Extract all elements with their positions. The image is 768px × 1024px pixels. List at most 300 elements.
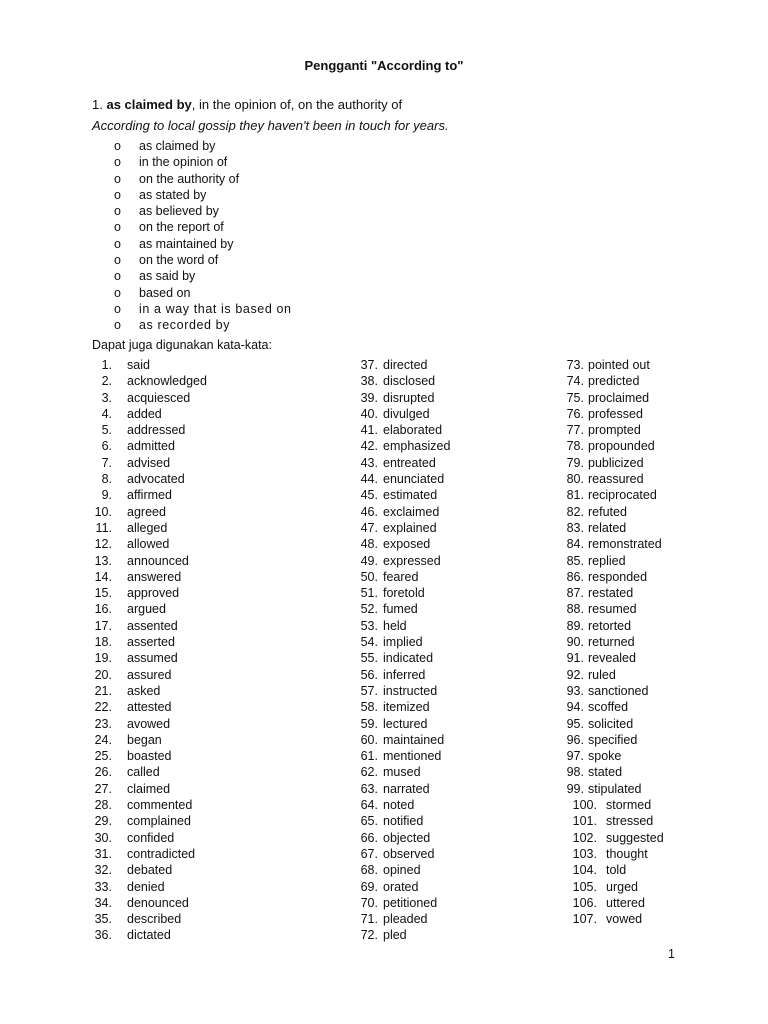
word-item [94,569,207,585]
word-number: 11. [95,520,112,535]
word-text: responded [588,569,648,584]
word-number: 24. [94,732,112,747]
word-number: 22. [94,700,112,715]
word-number: 75. [566,390,584,405]
word-number: 27. [94,781,112,796]
word-item [564,585,664,601]
word-number: 46. [360,504,378,519]
word-number: 67. [360,846,378,861]
word-item [358,553,450,569]
word-number: 53. [360,618,378,633]
word-number: 84. [566,537,584,552]
word-number: 7. [101,455,112,470]
word-number: 50. [360,569,378,584]
word-item [358,911,450,927]
word-column-3 [564,357,664,927]
word-item [564,536,664,552]
word-item [358,373,450,389]
word-text: allowed [127,537,170,552]
word-number: 20. [94,667,112,682]
word-number: 43. [360,455,378,470]
word-number: 9. [101,488,112,503]
word-text: uttered [606,895,645,910]
word-number: 85. [566,553,584,568]
word-number: 41. [360,423,378,438]
word-text: feared [383,569,419,584]
word-text: petitioned [383,895,438,910]
word-item [564,813,664,829]
word-number: 94. [566,700,584,715]
section-heading [92,97,402,112]
bullet-item [114,317,292,333]
bullet-item [114,187,292,203]
word-number: 12. [94,537,112,552]
word-item [564,520,664,536]
word-number: 89. [566,618,584,633]
word-item [94,536,207,552]
word-item [94,895,207,911]
word-item [358,569,450,585]
word-item [94,830,207,846]
word-number: 105. [572,879,597,894]
word-number: 98. [566,765,584,780]
word-item [358,846,450,862]
bullet-marker: o [114,301,122,316]
word-number: 14. [94,569,112,584]
word-number: 73. [566,358,584,372]
bullet-marker: o [114,220,121,235]
heading-bold: as claimed by [106,97,192,112]
word-text: foretold [383,586,425,601]
bullet-marker: o [114,285,121,300]
page-number: 1 [668,947,675,961]
word-number: 32. [94,863,112,878]
word-text: reassured [588,472,644,487]
word-text: attested [127,700,172,715]
word-number: 29. [94,814,112,829]
word-text: suggested [606,830,664,845]
heading-number: 1. [92,97,103,112]
bullet-text: as stated by [139,187,207,202]
word-text: stormed [606,798,652,813]
word-text: inferred [383,667,426,682]
word-number: 17. [94,618,112,633]
word-item [94,373,207,389]
word-number: 56. [360,667,378,682]
word-item [358,634,450,650]
word-text: restated [588,586,634,601]
word-item [94,683,207,699]
word-text: remonstrated [588,537,662,552]
word-item [94,650,207,666]
bullet-text: in a way that is based on [139,301,292,316]
word-item [358,357,450,373]
word-number: 88. [566,602,584,617]
word-text: related [588,520,627,535]
word-item [358,748,450,764]
word-item [564,732,664,748]
word-number: 86. [566,569,584,584]
word-item [564,797,664,813]
word-item [358,781,450,797]
word-item [94,471,207,487]
word-number: 52. [360,602,378,617]
word-text: addressed [127,423,186,438]
word-text: estimated [383,488,438,503]
word-text: replied [588,553,626,568]
word-number: 35. [94,912,112,927]
word-item [94,862,207,878]
word-text: fumed [383,602,418,617]
word-text: assumed [127,651,178,666]
word-number: 49. [360,553,378,568]
word-text: vowed [606,912,643,927]
word-number: 13. [94,553,112,568]
word-number: 103. [572,846,597,861]
word-number: 100. [572,798,597,813]
word-item [358,487,450,503]
word-number: 101. [572,814,597,829]
word-item [564,487,664,503]
word-item [358,406,450,422]
word-item [358,438,450,454]
word-number: 106. [572,895,597,910]
word-item [564,471,664,487]
word-number: 4. [101,406,112,421]
word-text: ruled [588,667,616,682]
word-item [358,879,450,895]
word-text: observed [383,846,435,861]
word-number: 48. [360,537,378,552]
word-number: 87. [566,586,584,601]
word-item [94,748,207,764]
bullet-item [114,138,292,154]
word-text: pointed out [588,358,650,372]
word-text: added [127,406,162,421]
bullet-item [114,301,292,317]
word-text: boasted [127,749,172,764]
word-item [564,504,664,520]
word-item [358,862,450,878]
word-item [358,895,450,911]
word-text: stipulated [588,781,642,796]
word-item [94,634,207,650]
word-text: asserted [127,635,175,650]
word-number: 93. [566,683,584,698]
word-text: revealed [588,651,636,666]
word-item [94,911,207,927]
word-number: 47. [360,520,378,535]
word-text: denounced [127,895,189,910]
word-item [94,927,207,943]
word-text: advised [127,455,171,470]
word-number: 96. [566,732,584,747]
word-item [94,455,207,471]
word-item [94,667,207,683]
word-item [358,601,450,617]
word-item [358,455,450,471]
word-text: agreed [127,504,166,519]
word-item [564,357,664,373]
word-item [358,683,450,699]
word-text: predicted [588,374,640,389]
word-text: stated [588,765,623,780]
word-number: 19. [94,651,112,666]
bullet-item [114,236,292,252]
word-text: objected [383,830,431,845]
word-item [564,683,664,699]
word-number: 70. [360,895,378,910]
word-number: 45. [360,488,378,503]
word-number: 30. [94,830,112,845]
bullet-marker: o [114,155,121,170]
word-text: narrated [383,781,430,796]
bullet-item [114,154,292,170]
word-item [358,520,450,536]
word-item [94,520,207,536]
bullet-text: as maintained by [139,236,234,251]
bullet-text: on the report of [139,220,224,235]
word-item [94,813,207,829]
word-text: elaborated [383,423,443,438]
word-text: implied [383,635,423,650]
bullet-marker: o [114,204,121,219]
word-text: contradicted [127,846,196,861]
word-text: called [127,765,160,780]
word-text: debated [127,863,173,878]
word-number: 8. [101,472,112,487]
word-item [94,601,207,617]
word-item [358,699,450,715]
bullet-marker: o [114,236,121,251]
word-number: 69. [360,879,378,894]
word-item [564,716,664,732]
bullet-text: as believed by [139,204,219,219]
word-item [564,911,664,927]
word-text: indicated [383,651,434,666]
word-item [564,390,664,406]
word-number: 92. [566,667,584,682]
word-text: enunciated [383,472,445,487]
page-title: Pengganti "According to" [304,58,464,73]
word-text: divulged [383,406,430,421]
bullet-text: on the word of [139,253,219,268]
word-item [564,553,664,569]
word-number: 36. [94,928,112,943]
bullet-item [114,219,292,235]
heading-rest: , in the opinion of, on the authority of [191,97,403,112]
word-text: scoffed [588,700,629,715]
word-number: 51. [360,586,378,601]
word-text: assented [127,618,178,633]
bullet-item [114,252,292,268]
word-text: mentioned [383,749,442,764]
word-item [564,373,664,389]
word-text: instructed [383,683,438,698]
word-item [358,618,450,634]
bullet-text: in the opinion of [139,155,228,170]
word-text: propounded [588,439,655,454]
word-item [564,650,664,666]
word-text: directed [383,358,428,372]
word-number: 104. [572,863,597,878]
word-text: thought [606,846,648,861]
word-number: 71. [360,912,378,927]
word-text: acquiesced [127,390,191,405]
word-number: 6. [101,439,112,454]
word-text: spoke [588,749,622,764]
word-text: alleged [127,520,168,535]
bullet-marker: o [114,187,121,202]
word-text: specified [588,732,638,747]
word-item [358,422,450,438]
word-text: affirmed [127,488,172,503]
word-item [94,618,207,634]
word-number: 90. [566,635,584,650]
word-number: 83. [566,520,584,535]
word-item [94,732,207,748]
word-number: 72. [360,928,378,943]
bullet-text: as said by [139,269,196,284]
example-sentence: According to local gossip they haven't been in touch for years. [92,118,449,133]
word-text: pled [383,928,407,943]
word-item [358,764,450,780]
word-item [358,585,450,601]
word-text: claimed [127,781,171,796]
word-number: 2. [101,374,112,389]
bullet-marker: o [114,171,121,186]
word-number: 39. [360,390,378,405]
word-number: 23. [94,716,112,731]
word-text: publicized [588,455,644,470]
synonym-bullet-list [114,138,292,334]
word-text: exclaimed [383,504,440,519]
word-number: 66. [360,830,378,845]
word-text: sanctioned [588,683,649,698]
bullet-text: as recorded by [139,318,231,333]
word-text: answered [127,569,182,584]
word-number: 54. [360,635,378,650]
bullet-item [114,285,292,301]
word-text: reciprocated [588,488,657,503]
word-text: solicited [588,716,634,731]
word-number: 21. [94,683,112,698]
word-item [94,716,207,732]
word-text: exposed [383,537,431,552]
word-text: disrupted [383,390,435,405]
word-item [94,390,207,406]
word-text: acknowledged [127,374,207,389]
word-number: 44. [360,472,378,487]
word-number: 81. [566,488,584,503]
word-text: professed [588,406,643,421]
word-item [564,406,664,422]
word-text: assured [127,667,172,682]
word-item [564,438,664,454]
word-item [94,357,207,373]
word-text: asked [127,683,161,698]
word-text: described [127,912,182,927]
word-number: 95. [566,716,584,731]
word-item [94,764,207,780]
word-number: 37. [360,358,378,372]
word-item [358,813,450,829]
word-item [564,764,664,780]
word-text: orated [383,879,419,894]
word-number: 5. [101,423,112,438]
word-text: argued [127,602,166,617]
word-text: emphasized [383,439,451,454]
bullet-item [114,268,292,284]
word-number: 102. [572,830,597,845]
word-number: 15. [94,586,112,601]
word-item [94,879,207,895]
word-item [94,585,207,601]
bullet-marker: o [114,253,121,268]
word-text: admitted [127,439,175,454]
bullet-marker: o [114,318,122,333]
word-item [94,846,207,862]
word-item [564,667,664,683]
word-text: advocated [127,472,185,487]
word-number: 55. [360,651,378,666]
word-number: 59. [360,716,378,731]
word-item [94,797,207,813]
word-text: resumed [588,602,637,617]
word-item [564,601,664,617]
word-column-2 [358,357,450,944]
word-text: dictated [127,928,171,943]
word-text: retorted [588,618,632,633]
word-number: 77. [566,423,584,438]
word-number: 91. [566,651,584,666]
word-text: disclosed [383,374,436,389]
word-item [564,781,664,797]
word-text: approved [127,586,180,601]
word-text: itemized [383,700,430,715]
word-number: 97. [566,749,584,764]
also-label: Dapat juga digunakan kata-kata: [92,338,272,352]
word-item [358,471,450,487]
word-text: told [606,863,627,878]
word-number: 62. [360,765,378,780]
bullet-text: on the authority of [139,171,240,186]
bullet-marker: o [114,269,121,284]
word-number: 82. [566,504,584,519]
word-item [564,895,664,911]
word-item [564,455,664,471]
word-item [564,748,664,764]
word-text: denied [127,879,165,894]
word-text: mused [383,765,421,780]
word-number: 57. [360,683,378,698]
word-item [94,438,207,454]
word-number: 42. [360,439,378,454]
word-number: 26. [94,765,112,780]
bullet-text: based on [139,285,191,300]
word-item [358,504,450,520]
word-text: proclaimed [588,390,650,405]
word-text: notified [383,814,424,829]
word-number: 61. [360,749,378,764]
word-number: 28. [94,798,112,813]
word-item [94,487,207,503]
word-number: 40. [360,406,378,421]
word-number: 10. [94,504,112,519]
word-text: held [383,618,407,633]
word-text: urged [606,879,638,894]
word-item [358,650,450,666]
